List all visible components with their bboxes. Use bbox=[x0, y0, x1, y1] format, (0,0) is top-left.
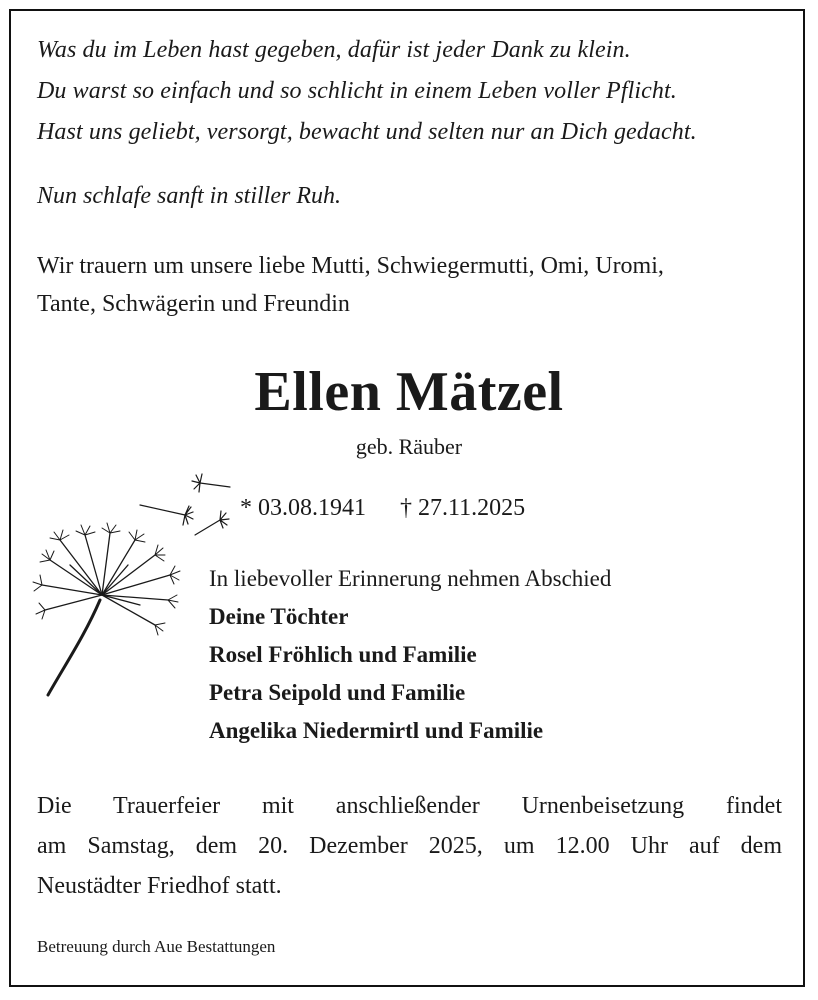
funeral-line: Die Trauerfeier mit anschließender Urnenbeisetzung findet bbox=[37, 793, 782, 819]
intro-line: Tante, Schwägerin und Freundin bbox=[37, 291, 350, 317]
death-date: † 27.11.2025 bbox=[400, 495, 526, 521]
mourner-name: Angelika Niedermirtl und Familie bbox=[209, 718, 544, 743]
undertaker-credit: Betreuung durch Aue Bestattungen bbox=[37, 937, 276, 956]
poem-closing-line: Nun schlafe sanft in stiller Ruh. bbox=[37, 183, 341, 209]
intro-line: Wir trauern um unsere liebe Mutti, Schwiegermutti, Omi, Uromi, bbox=[37, 253, 664, 279]
funeral-notice bbox=[37, 786, 782, 906]
poem bbox=[37, 30, 797, 153]
mourners-block bbox=[209, 560, 611, 750]
deceased-name: Ellen Mätzel bbox=[254, 361, 564, 423]
mourner-name: Deine Töchter bbox=[209, 604, 349, 629]
funeral-line: Neustädter Friedhof statt. bbox=[37, 873, 282, 899]
poem-line: Hast uns geliebt, versorgt, bewacht und selten nur an Dich gedacht. bbox=[37, 119, 697, 145]
farewell-lead: In liebevoller Erinnerung nehmen Abschied bbox=[209, 566, 612, 591]
mourning-intro bbox=[37, 247, 797, 323]
poem-line: Du warst so einfach und so schlicht in einem Leben voller Pflicht. bbox=[37, 78, 677, 104]
life-dates bbox=[240, 490, 525, 526]
maiden-name: geb. Räuber bbox=[355, 434, 463, 459]
mourner-name: Petra Seipold und Familie bbox=[209, 680, 466, 705]
funeral-line: am Samstag, dem 20. Dezember 2025, um 12.00 Uhr auf dem bbox=[37, 833, 782, 859]
poem-line: Was du im Leben hast gegeben, dafür ist jeder Dank zu klein. bbox=[37, 37, 631, 63]
birth-date: * 03.08.1941 bbox=[240, 495, 366, 521]
mourner-name: Rosel Fröhlich und Familie bbox=[209, 642, 477, 667]
